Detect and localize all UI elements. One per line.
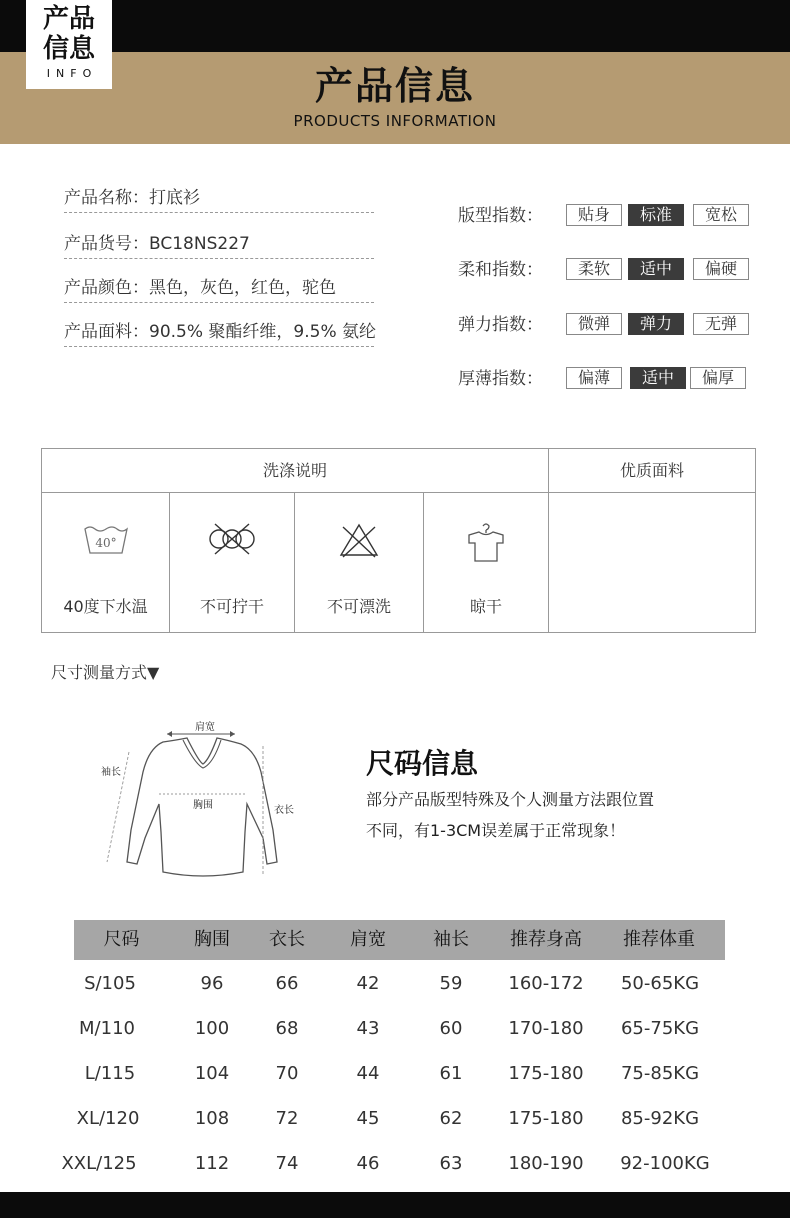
col-header-shoulder: 肩宽	[350, 929, 386, 950]
index-option: 柔软	[566, 258, 622, 280]
cell-size: XXL/125	[61, 1153, 137, 1174]
product-name: 产品名称：打底衫	[64, 187, 374, 213]
logo-line1: 产品	[42, 4, 95, 34]
cell-chest: 100	[194, 1018, 230, 1039]
garment-diagram	[95, 712, 310, 887]
cell-size: XL/120	[76, 1108, 140, 1129]
washing-header: 洗涤说明	[262, 461, 327, 480]
col-header-chest: 胸围	[194, 929, 230, 950]
index-option-selected: 适中	[628, 258, 684, 280]
cell-shoulder: 42	[356, 973, 380, 994]
cell-height: 175-180	[508, 1063, 584, 1084]
index-option-selected: 弹力	[628, 313, 684, 335]
col-header-weight: 推荐体重	[623, 929, 695, 950]
wash-label: 40度下水温	[63, 597, 148, 616]
cell-weight: 92-100KG	[620, 1153, 710, 1174]
cell-weight: 50-65KG	[620, 973, 700, 994]
index-option: 微弹	[566, 313, 622, 335]
cell-height: 180-190	[508, 1153, 584, 1174]
cell-size: S/105	[84, 973, 136, 994]
wash-item	[295, 493, 423, 632]
cell-length: 68	[275, 1018, 299, 1039]
index-label: 柔和指数：	[458, 260, 543, 280]
cell-length: 72	[275, 1108, 299, 1129]
cell-height: 170-180	[508, 1018, 584, 1039]
wash-item	[424, 493, 548, 632]
size-info-desc-line1: 部分产品版型特殊及个人测量方法跟位置	[366, 790, 655, 809]
wash-item	[170, 493, 294, 632]
col-header-length: 衣长	[269, 929, 305, 950]
logo-line2: 信息	[42, 34, 95, 64]
cell-chest: 104	[194, 1063, 230, 1084]
cell-sleeve: 62	[439, 1108, 463, 1129]
cell-size: M/110	[79, 1018, 135, 1039]
cell-weight: 75-85KG	[620, 1063, 700, 1084]
index-option: 偏厚	[690, 367, 746, 389]
hang-dry-icon	[464, 521, 508, 569]
cell-length: 74	[275, 1153, 299, 1174]
size-table-header	[74, 920, 725, 960]
svg-text:肩宽: 肩宽	[195, 722, 215, 733]
wash-label: 不可拧干	[199, 597, 264, 616]
col-header-size: 尺码	[103, 929, 140, 950]
svg-text:胸围: 胸围	[193, 800, 213, 811]
fabric-header: 优质面料	[619, 461, 684, 480]
wash-label: 不可漂洗	[326, 597, 391, 616]
product-color: 产品颜色：黑色，灰色，红色，驼色	[64, 277, 374, 303]
cell-shoulder: 45	[356, 1108, 380, 1129]
wash-40-icon	[82, 521, 130, 561]
washing-table	[41, 448, 756, 633]
cell-weight: 65-75KG	[620, 1018, 700, 1039]
product-sku: 产品货号：BC18NS227	[64, 233, 374, 259]
index-option: 偏硬	[693, 258, 749, 280]
svg-text:袖长: 袖长	[101, 767, 121, 778]
index-option: 无弹	[693, 313, 749, 335]
measure-title: 尺寸测量方式▼	[51, 663, 160, 682]
wash-item	[42, 493, 169, 632]
cell-chest: 96	[200, 973, 224, 994]
svg-text:40°: 40°	[94, 536, 117, 550]
bottom-bar	[0, 1192, 790, 1218]
page-subtitle: PRODUCTS INFORMATION	[293, 112, 497, 130]
index-label: 弹力指数：	[458, 315, 543, 335]
cell-length: 66	[275, 973, 299, 994]
index-option: 偏薄	[566, 367, 622, 389]
top-bar	[0, 0, 790, 52]
col-header-sleeve: 袖长	[433, 929, 469, 950]
cell-sleeve: 60	[439, 1018, 463, 1039]
index-option-selected: 标准	[628, 204, 684, 226]
cell-size: L/115	[84, 1063, 136, 1084]
cell-sleeve: 61	[439, 1063, 463, 1084]
no-bleach-icon	[337, 521, 381, 563]
cell-weight: 85-92KG	[620, 1108, 700, 1129]
cell-shoulder: 43	[356, 1018, 380, 1039]
cell-chest: 108	[194, 1108, 230, 1129]
svg-text:衣长: 衣长	[274, 805, 294, 816]
cell-length: 70	[275, 1063, 299, 1084]
cell-sleeve: 59	[439, 973, 463, 994]
cell-shoulder: 46	[356, 1153, 380, 1174]
index-option: 宽松	[693, 204, 749, 226]
index-option-selected: 适中	[630, 367, 686, 389]
col-header-height: 推荐身高	[510, 929, 582, 950]
size-info-desc-line2: 不同，有1-3CM误差属于正常现象！	[366, 821, 626, 840]
index-option: 贴身	[566, 204, 622, 226]
index-label: 厚薄指数：	[458, 369, 543, 389]
wash-label: 晾干	[469, 597, 502, 616]
product-fabric: 产品面料：90.5% 聚酯纤维，9.5% 氨纶	[64, 321, 374, 347]
page-title: 产品信息	[314, 64, 475, 108]
cell-height: 160-172	[508, 973, 584, 994]
cell-chest: 112	[194, 1153, 230, 1174]
cell-shoulder: 44	[356, 1063, 380, 1084]
size-info-title: 尺码信息	[366, 747, 479, 780]
cell-sleeve: 63	[439, 1153, 463, 1174]
logo-line3: INFO	[46, 67, 98, 80]
no-wring-icon	[205, 521, 259, 561]
index-label: 版型指数：	[458, 206, 543, 226]
cell-height: 175-180	[508, 1108, 584, 1129]
